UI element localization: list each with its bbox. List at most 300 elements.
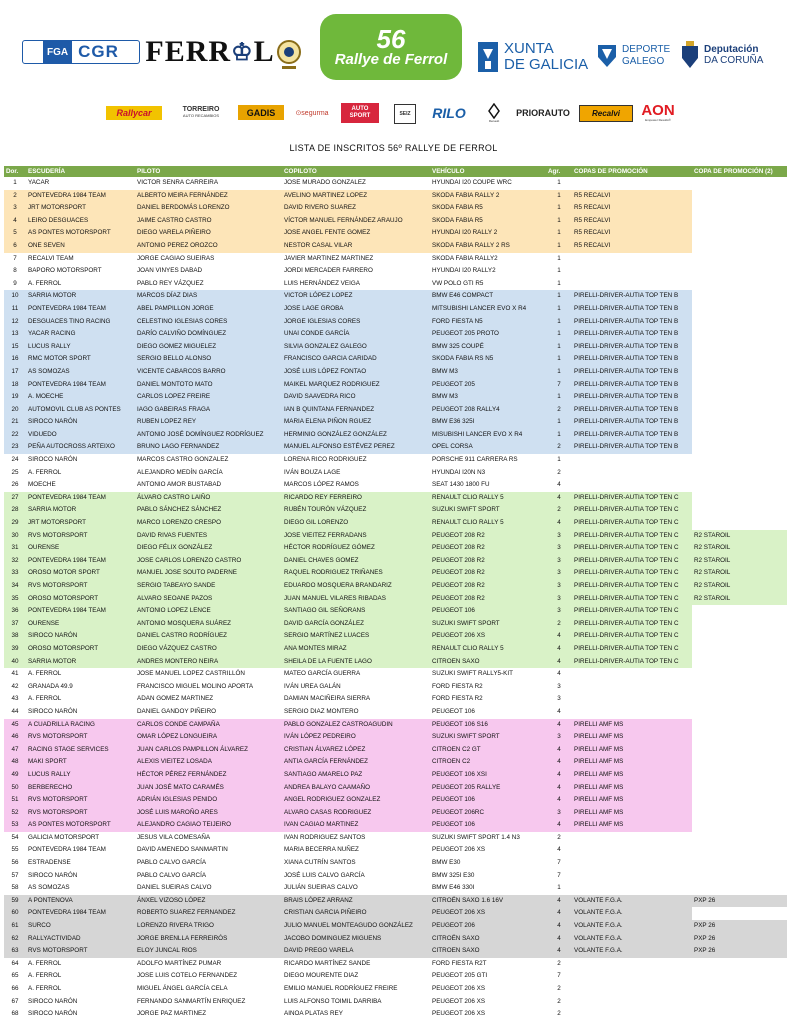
cell-copa: PIRELLI AMF MS [572, 794, 692, 807]
table-row [4, 504, 787, 517]
cell-copa [572, 177, 692, 190]
cell-piloto: DAVID AMENEDO SANMARTIN [135, 844, 282, 857]
cell-copiloto: SANTIAGO AMARELO PAZ [282, 769, 430, 782]
cell-escuderia: A. FERROL [26, 970, 135, 983]
cell-copiloto: NESTOR CASAL VILAR [282, 240, 430, 253]
cell-copa-2 [692, 656, 787, 669]
cell-copa-2 [692, 832, 787, 845]
table-row [4, 379, 787, 392]
cell-copa-2 [692, 681, 787, 694]
cell-copa-2 [692, 265, 787, 278]
cell-copiloto: DAVID SAAVEDRA RICO [282, 391, 430, 404]
cell-vehiculo: BMW E36 325I [430, 416, 546, 429]
cell-escuderia: PONTEVEDRA 1984 TEAM [26, 555, 135, 568]
table-row [4, 227, 787, 240]
cell-agrupacion: 4 [546, 895, 572, 908]
cell-piloto: DIEGO FÉLIX GONZÁLEZ [135, 542, 282, 555]
renault-logo: Renault [482, 100, 506, 126]
cell-copa: PIRELLI-DRIVER-AUTIA TOP TEN C [572, 530, 692, 543]
cell-copa-2: R2 STAROIL [692, 555, 787, 568]
cell-dorsal: 9 [4, 278, 26, 291]
cell-piloto: JOSE MANUEL LOPEZ CASTRILLÓN [135, 668, 282, 681]
cell-agrupacion: 1 [546, 202, 572, 215]
cell-copiloto: SERGIO MARTÍNEZ LUACES [282, 630, 430, 643]
col-header-vehiculo: VEHÍCULO [430, 166, 546, 177]
cell-escuderia: SARRIA MOTOR [26, 290, 135, 303]
cell-copiloto: RICARDO REY FERREIRO [282, 492, 430, 505]
cell-copa-2 [692, 630, 787, 643]
cell-copa [572, 970, 692, 983]
cell-dorsal: 25 [4, 467, 26, 480]
cell-piloto: PABLO CALVO GARCÍA [135, 857, 282, 870]
table-row [4, 782, 787, 795]
cell-copa [572, 844, 692, 857]
cell-copa [572, 1008, 692, 1021]
cell-copa: PIRELLI-DRIVER-AUTIA TOP TEN C [572, 618, 692, 631]
rallye-ferrol-logo: 56 Rallye de Ferrol [320, 14, 462, 80]
cell-copiloto: PABLO GONZALEZ CASTROAGUDIN [282, 719, 430, 732]
table-row [4, 492, 787, 505]
cell-agrupacion: 4 [546, 920, 572, 933]
cell-copa-2 [692, 190, 787, 203]
cell-copa-2 [692, 517, 787, 530]
cell-escuderia: OROSO MOTORSPORT [26, 643, 135, 656]
cell-vehiculo: PEUGEOT 208 R2 [430, 555, 546, 568]
table-row [4, 177, 787, 190]
cell-piloto: CARLOS LOPEZ FREIRE [135, 391, 282, 404]
cell-piloto: PABLO REY VÁZQUEZ [135, 278, 282, 291]
table-row [4, 1008, 787, 1021]
cell-vehiculo: PEUGEOT 206 XS [430, 996, 546, 1009]
cell-vehiculo: CITROEN SAXO [430, 945, 546, 958]
cell-agrupacion: 1 [546, 240, 572, 253]
cell-escuderia: JRT MOTORSPORT [26, 202, 135, 215]
cell-dorsal: 7 [4, 253, 26, 266]
cell-piloto: ANTONIO PEREZ OROZCO [135, 240, 282, 253]
cell-dorsal: 58 [4, 882, 26, 895]
cell-piloto: DANIEL MONTOTO MATO [135, 379, 282, 392]
cell-copiloto: IVAN CAGIAO MARTINEZ [282, 819, 430, 832]
table-row [4, 618, 787, 631]
cell-vehiculo: RENAULT CLIO RALLY 5 [430, 643, 546, 656]
cell-copa-2 [692, 467, 787, 480]
cell-copa: PIRELLI-DRIVER-AUTIA TOP TEN C [572, 605, 692, 618]
cell-piloto: FRANCISCO MIGUEL MOLINO APORTA [135, 681, 282, 694]
cell-piloto: JOSE CARLOS LORENZO CASTRO [135, 555, 282, 568]
cell-vehiculo: PEUGEOT 208 R2 [430, 580, 546, 593]
cell-copiloto: FRANCISCO GARCIA CARIDAD [282, 353, 430, 366]
cell-dorsal: 62 [4, 933, 26, 946]
cell-escuderia: RACING STAGE SERVICES [26, 744, 135, 757]
table-row [4, 353, 787, 366]
cell-dorsal: 8 [4, 265, 26, 278]
table-row [4, 983, 787, 996]
cell-copa: PIRELLI-DRIVER-AUTIA TOP TEN C [572, 504, 692, 517]
cell-copa-2 [692, 379, 787, 392]
cell-dorsal: 2 [4, 190, 26, 203]
cell-copa: PIRELLI-DRIVER-AUTIA TOP TEN B [572, 366, 692, 379]
cell-vehiculo: FORD FIESTA R2 [430, 693, 546, 706]
cell-agrupacion: 2 [546, 504, 572, 517]
cell-copiloto: ANTIA GARCÍA FERNÁNDEZ [282, 756, 430, 769]
cell-dorsal: 31 [4, 542, 26, 555]
cell-dorsal: 20 [4, 404, 26, 417]
cell-vehiculo: PEUGEOT 206RC [430, 807, 546, 820]
table-row [4, 907, 787, 920]
cell-copa-2: PXP 26 [692, 933, 787, 946]
table-row [4, 316, 787, 329]
cell-dorsal: 26 [4, 479, 26, 492]
cell-piloto: JUAN CARLOS PAMPILLON ÁLVAREZ [135, 744, 282, 757]
cell-vehiculo: BMW 325 COUPÉ [430, 341, 546, 354]
cell-copiloto: SHEILA DE LA FUENTE LAGO [282, 656, 430, 669]
cell-agrupacion: 2 [546, 441, 572, 454]
cell-piloto: ANTONIO AMOR BUSTABAD [135, 479, 282, 492]
cell-dorsal: 13 [4, 328, 26, 341]
cell-agrupacion: 4 [546, 794, 572, 807]
cell-copiloto: MATEO GARCÍA GUERRA [282, 668, 430, 681]
cell-agrupacion: 4 [546, 492, 572, 505]
cell-copiloto: AINOA PLATAS REY [282, 1008, 430, 1021]
cell-copa: PIRELLI-DRIVER-AUTIA TOP TEN B [572, 391, 692, 404]
cell-agrupacion: 3 [546, 681, 572, 694]
cell-copiloto: MARCOS LÓPEZ RAMOS [282, 479, 430, 492]
cell-vehiculo: SKODA FABIA RALLY2 [430, 253, 546, 266]
table-row [4, 265, 787, 278]
col-header-agrupacion: Agr. [546, 166, 572, 177]
table-row [4, 240, 787, 253]
cell-dorsal: 45 [4, 719, 26, 732]
cell-escuderia: RVS MOTORSPORT [26, 807, 135, 820]
cell-agrupacion: 1 [546, 391, 572, 404]
cell-copa [572, 983, 692, 996]
cell-agrupacion: 1 [546, 290, 572, 303]
cell-piloto: ADOLFO MARTÍNEZ PUMAR [135, 958, 282, 971]
cell-dorsal: 6 [4, 240, 26, 253]
cell-copa: PIRELLI-DRIVER-AUTIA TOP TEN C [572, 492, 692, 505]
cell-copa-2 [692, 870, 787, 883]
cell-escuderia: SURCO [26, 920, 135, 933]
cell-piloto: DANIEL SUEIRAS CALVO [135, 882, 282, 895]
cell-dorsal: 33 [4, 567, 26, 580]
cell-agrupacion: 4 [546, 933, 572, 946]
cell-agrupacion: 3 [546, 567, 572, 580]
table-row [4, 706, 787, 719]
cell-copa-2 [692, 643, 787, 656]
cell-piloto: VICTOR SENRA CARREIRA [135, 177, 282, 190]
cell-agrupacion: 1 [546, 316, 572, 329]
cell-agrupacion: 1 [546, 328, 572, 341]
cell-escuderia: AS PONTES MOTORSPORT [26, 227, 135, 240]
cell-vehiculo: PEUGEOT 106 XSI [430, 769, 546, 782]
cell-agrupacion: 4 [546, 630, 572, 643]
table-row [4, 190, 787, 203]
table-row [4, 290, 787, 303]
cell-copa-2 [692, 882, 787, 895]
cell-copa: PIRELLI-DRIVER-AUTIA TOP TEN B [572, 341, 692, 354]
cell-agrupacion: 4 [546, 517, 572, 530]
cell-escuderia: A PONTENOVA [26, 895, 135, 908]
torreiro-logo: TORREIRO AUTO RECAMBIOS [182, 106, 220, 118]
table-row [4, 756, 787, 769]
cell-piloto: SERGIO TABEAYO SANDE [135, 580, 282, 593]
cell-escuderia: MOECHE [26, 479, 135, 492]
cell-escuderia: SIROCO NARÓN [26, 630, 135, 643]
cell-copiloto: DIEGO GIL LORENZO [282, 517, 430, 530]
cell-copa-2 [692, 719, 787, 732]
cell-escuderia: SIROCO NARÓN [26, 870, 135, 883]
cell-dorsal: 50 [4, 782, 26, 795]
cell-agrupacion: 4 [546, 844, 572, 857]
cell-copa-2: PXP 26 [692, 895, 787, 908]
cell-copa [572, 693, 692, 706]
cell-vehiculo: CITROËN SAXO [430, 933, 546, 946]
cell-copa: PIRELLI-DRIVER-AUTIA TOP TEN C [572, 643, 692, 656]
cell-piloto: ADAN GOMEZ MARTINEZ [135, 693, 282, 706]
cell-copa: PIRELLI-DRIVER-AUTIA TOP TEN C [572, 542, 692, 555]
cell-agrupacion: 3 [546, 542, 572, 555]
cell-piloto: JAIME CASTRO CASTRO [135, 215, 282, 228]
cell-escuderia: PONTEVEDRA 1984 TEAM [26, 190, 135, 203]
cell-copa-2 [692, 731, 787, 744]
cell-escuderia: LEIRO DESGUACES [26, 215, 135, 228]
cell-escuderia: OURENSE [26, 618, 135, 631]
cell-copa [572, 668, 692, 681]
cell-agrupacion: 2 [546, 996, 572, 1009]
cell-copiloto: VÍCTOR MANUEL FERNÁNDEZ ARAUJO [282, 215, 430, 228]
cell-agrupacion: 4 [546, 706, 572, 719]
cell-copiloto: JORGE IGLESIAS CORES [282, 316, 430, 329]
cell-copa-2 [692, 253, 787, 266]
cell-copa: PIRELLI-DRIVER-AUTIA TOP TEN B [572, 290, 692, 303]
cell-copiloto: SILVIA GONZALEZ GALEGO [282, 341, 430, 354]
segurma-logo: ⊙segurma [295, 110, 329, 117]
cell-copa-2 [692, 303, 787, 316]
table-row [4, 970, 787, 983]
cell-copa-2 [692, 341, 787, 354]
rilo-logo: RILO [432, 105, 466, 121]
cell-vehiculo: SKODA FABIA RS N5 [430, 353, 546, 366]
cell-dorsal: 57 [4, 870, 26, 883]
cell-agrupacion: 2 [546, 958, 572, 971]
cell-copa: PIRELLI-DRIVER-AUTIA TOP TEN B [572, 429, 692, 442]
cell-agrupacion: 4 [546, 643, 572, 656]
cell-piloto: DIEGO VÁZQUEZ CASTRO [135, 643, 282, 656]
cell-escuderia: PONTEVEDRA 1984 TEAM [26, 303, 135, 316]
cell-copa: PIRELLI-DRIVER-AUTIA TOP TEN C [572, 656, 692, 669]
cell-vehiculo: FORD FIESTA R2T [430, 958, 546, 971]
cell-vehiculo: SEAT 1430 1800 FU [430, 479, 546, 492]
cell-vehiculo: PEUGEOT 208 R2 [430, 530, 546, 543]
cell-copiloto: EDUARDO MOSQUERA BRANDARIZ [282, 580, 430, 593]
cell-escuderia: AS SOMOZAS [26, 882, 135, 895]
cell-copiloto: JOSÉ LUIS LÓPEZ FONTAO [282, 366, 430, 379]
cell-piloto: JOSE LUIS COTELO FERNANDEZ [135, 970, 282, 983]
table-row [4, 605, 787, 618]
cell-copa: PIRELLI-DRIVER-AUTIA TOP TEN C [572, 630, 692, 643]
cell-copa-2 [692, 328, 787, 341]
cell-piloto: ADRIÁN IGLESIAS PENIDO [135, 794, 282, 807]
cell-copiloto: MARIA ELENA PIÑON RGUEZ [282, 416, 430, 429]
cell-copiloto: JOSE LAGE GROBA [282, 303, 430, 316]
deputacion-logo: Deputación DA CORUÑA [680, 36, 764, 74]
cell-vehiculo: PEUGEOT 106 [430, 794, 546, 807]
cell-copa-2: R2 STAROIL [692, 567, 787, 580]
cell-dorsal: 38 [4, 630, 26, 643]
table-row [4, 441, 787, 454]
cell-copiloto: UNAI CONDE GARCÍA [282, 328, 430, 341]
cell-copa: PIRELLI AMF MS [572, 731, 692, 744]
cell-piloto: SERGIO BELLO ALONSO [135, 353, 282, 366]
cell-copa: PIRELLI-DRIVER-AUTIA TOP TEN B [572, 316, 692, 329]
cell-copa-2 [692, 794, 787, 807]
cell-vehiculo: MITSUBISHI LANCER EVO X R4 [430, 303, 546, 316]
cell-copiloto: DANIEL CHAVES GOMEZ [282, 555, 430, 568]
cell-agrupacion: 3 [546, 693, 572, 706]
cell-dorsal: 16 [4, 353, 26, 366]
cell-copa: R5 RECALVI [572, 227, 692, 240]
cell-copa-2 [692, 857, 787, 870]
table-row [4, 744, 787, 757]
cell-piloto: PABLO CALVO GARCÍA [135, 870, 282, 883]
cell-escuderia: SIROCO NARÓN [26, 416, 135, 429]
xunta-logo: XUNTA DE GALICIA [477, 38, 589, 76]
cell-vehiculo: PEUGEOT 205 PROTO [430, 328, 546, 341]
cell-vehiculo: FORD FIESTA N5 [430, 316, 546, 329]
cell-copa-2 [692, 907, 787, 920]
deporte-galego-logo: DEPORTE GALEGO [596, 40, 672, 72]
cell-escuderia: PONTEVEDRA 1984 TEAM [26, 492, 135, 505]
cell-copa-2: R2 STAROIL [692, 530, 787, 543]
table-row [4, 215, 787, 228]
cell-dorsal: 12 [4, 316, 26, 329]
cell-copa-2 [692, 366, 787, 379]
cell-copa-2 [692, 454, 787, 467]
header-logos [0, 14, 787, 84]
cell-copa-2 [692, 996, 787, 1009]
col-header-copiloto: COPILOTO [282, 166, 430, 177]
table-row [4, 693, 787, 706]
table-row [4, 278, 787, 291]
cell-escuderia: A. FERROL [26, 278, 135, 291]
cell-copa-2 [692, 227, 787, 240]
cell-escuderia: AS PONTES MOTORSPORT [26, 819, 135, 832]
cell-escuderia: A. MOECHE [26, 391, 135, 404]
cell-piloto: JORGE PAZ MARTINEZ [135, 1008, 282, 1021]
cell-escuderia: A. FERROL [26, 693, 135, 706]
cell-dorsal: 46 [4, 731, 26, 744]
table-row [4, 895, 787, 908]
cell-copiloto: JAVIER MARTINEZ MARTINEZ [282, 253, 430, 266]
table-row [4, 416, 787, 429]
cell-vehiculo: SKODA FABIA R5 [430, 202, 546, 215]
cell-agrupacion: 1 [546, 253, 572, 266]
cell-piloto: BRUNO LAGO FERNANDEZ [135, 441, 282, 454]
cell-piloto: JESUS VILA COMESAÑA [135, 832, 282, 845]
cell-dorsal: 22 [4, 429, 26, 442]
cell-piloto: DAVID RIVAS FUENTES [135, 530, 282, 543]
table-row [4, 857, 787, 870]
cell-piloto: DARÍO CALVIÑO DOMÍNGUEZ [135, 328, 282, 341]
cell-agrupacion: 1 [546, 882, 572, 895]
cell-copa [572, 832, 692, 845]
cell-dorsal: 15 [4, 341, 26, 354]
cell-agrupacion: 4 [546, 819, 572, 832]
table-row [4, 630, 787, 643]
cell-copiloto: IVAN RODRIGUEZ SANTOS [282, 832, 430, 845]
cell-copa: R5 RECALVI [572, 202, 692, 215]
cell-vehiculo: SUZUKI SWIFT SPORT 1.4 N3 [430, 832, 546, 845]
cell-vehiculo: SUZUKI SWIFT SPORT [430, 618, 546, 631]
table-body [4, 177, 787, 1021]
cell-dorsal: 10 [4, 290, 26, 303]
cell-escuderia: ESTRADENSE [26, 857, 135, 870]
cell-copa: R5 RECALVI [572, 240, 692, 253]
cell-copiloto: IVÁN BOUZA LAGE [282, 467, 430, 480]
cell-copiloto: VICTOR LÓPEZ LOPEZ [282, 290, 430, 303]
cell-piloto: ALVARO SEOANE PAZOS [135, 593, 282, 606]
cell-agrupacion: 4 [546, 744, 572, 757]
cell-copa: PIRELLI AMF MS [572, 782, 692, 795]
cell-vehiculo: SKODA FABIA R5 [430, 215, 546, 228]
cell-escuderia: RVS MOTORSPORT [26, 530, 135, 543]
cell-vehiculo: PEUGEOT 208 R2 [430, 567, 546, 580]
cell-agrupacion: 4 [546, 782, 572, 795]
cell-escuderia: ONE SEVEN [26, 240, 135, 253]
cell-copa [572, 265, 692, 278]
cell-copa-2 [692, 177, 787, 190]
cell-copa: PIRELLI AMF MS [572, 769, 692, 782]
cell-escuderia: RMC MOTOR SPORT [26, 353, 135, 366]
table-row [4, 933, 787, 946]
cell-dorsal: 24 [4, 454, 26, 467]
cell-dorsal: 35 [4, 593, 26, 606]
cell-piloto: ÁLVARO CASTRO LAIÑO [135, 492, 282, 505]
cell-agrupacion: 7 [546, 857, 572, 870]
cell-vehiculo: BMW M3 [430, 391, 546, 404]
cell-copa: PIRELLI-DRIVER-AUTIA TOP TEN C [572, 555, 692, 568]
table-row [4, 517, 787, 530]
cell-agrupacion: 1 [546, 265, 572, 278]
cell-escuderia: LUCUS RALLY [26, 769, 135, 782]
cell-copa-2: R2 STAROIL [692, 593, 787, 606]
cell-dorsal: 4 [4, 215, 26, 228]
cell-agrupacion: 3 [546, 555, 572, 568]
table-row [4, 681, 787, 694]
cell-agrupacion: 2 [546, 404, 572, 417]
club-emblem [276, 36, 302, 72]
cell-piloto: HÉCTOR PÉREZ FERNÁNDEZ [135, 769, 282, 782]
cell-dorsal: 51 [4, 794, 26, 807]
cell-copiloto: SERGIO DIAZ MONTERO [282, 706, 430, 719]
cell-piloto: MARCOS DÍAZ DIAS [135, 290, 282, 303]
col-header-copas: COPAS DE PROMOCIÓN [572, 166, 692, 177]
cell-escuderia: RALLYACTIVIDAD [26, 933, 135, 946]
cell-copa [572, 681, 692, 694]
table-row [4, 656, 787, 669]
recalvi-logo: Recalvi [579, 105, 633, 122]
cell-copa-2 [692, 479, 787, 492]
table-row [4, 870, 787, 883]
cell-dorsal: 52 [4, 807, 26, 820]
cell-dorsal: 30 [4, 530, 26, 543]
cell-dorsal: 65 [4, 970, 26, 983]
cell-copiloto: JACOBO DOMINGUEZ MIGUENS [282, 933, 430, 946]
cell-piloto: DIEGO GOMEZ MIGUELEZ [135, 341, 282, 354]
cell-copiloto: HERMINIO GONZÁLEZ GONZÁLEZ [282, 429, 430, 442]
cell-copa-2 [692, 618, 787, 631]
cell-piloto: ALEJANDRO MEDÍN GARCÍA [135, 467, 282, 480]
